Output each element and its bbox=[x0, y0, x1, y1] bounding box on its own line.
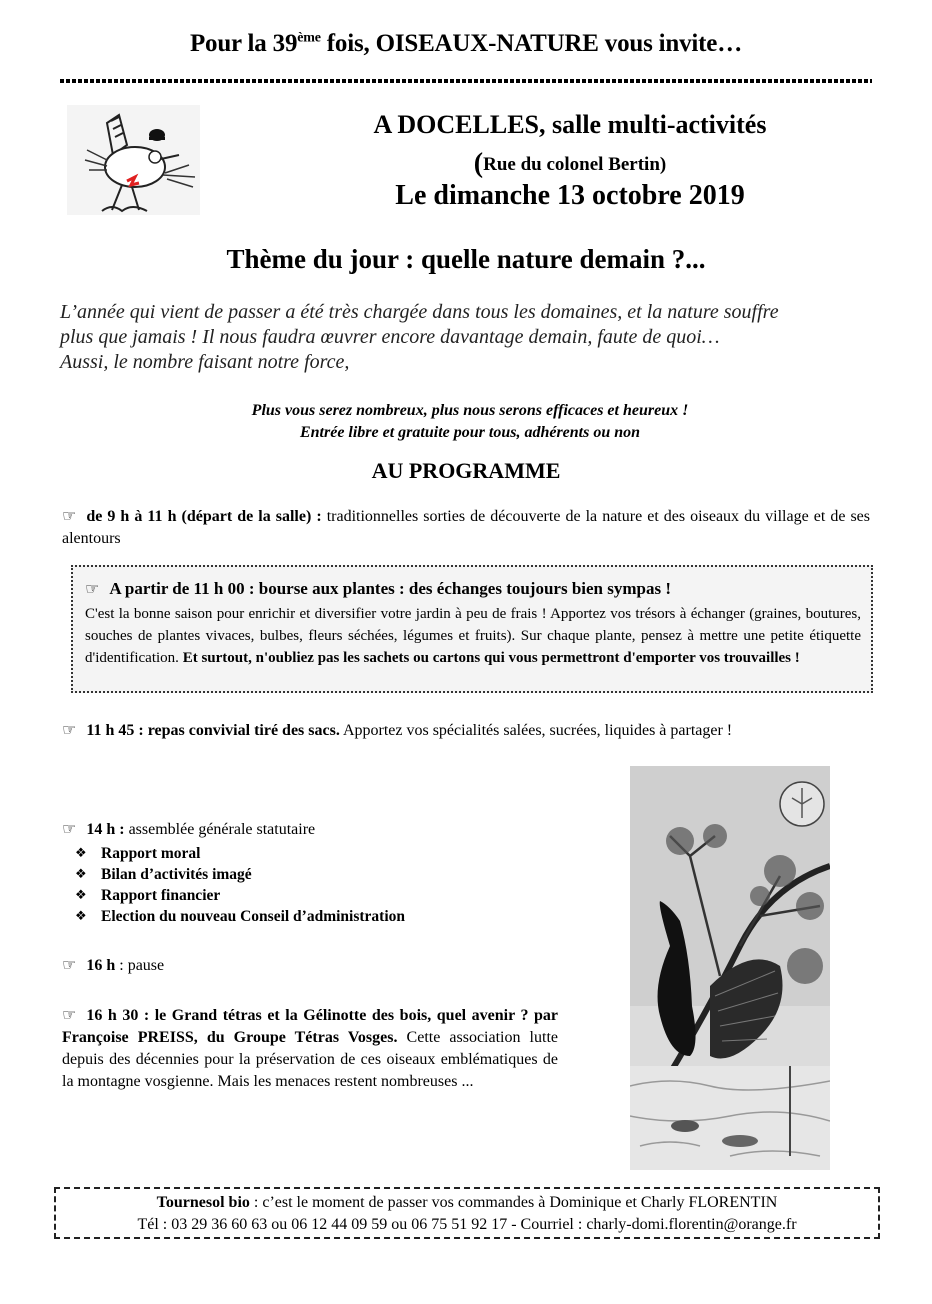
address-text: Rue du colonel Bertin) bbox=[483, 154, 667, 175]
item-description: traditionnelles sorties de découverte de la nature et des oiseaux du village et de ses alentours bbox=[62, 508, 871, 547]
intro-line: Aussi, le nombre faisant notre force, bbox=[60, 351, 350, 373]
agenda-item bbox=[75, 906, 405, 927]
item-description: C'est la bonne saison pour enrichir et diversifier votre jardin à peu de frais ! Apportez vos trésors à échanger (graines, boutures, souches de plantes vivaces, bulbes, fleurs séchées, légumes et fruits). Sur chaque plante, pensez à mettre une petite étiquette d'identification. bbox=[85, 606, 861, 666]
programme-item-morning-walk bbox=[62, 505, 870, 550]
venue-name: A DOCELLES, salle multi-activités bbox=[373, 110, 767, 139]
programme-item-general-assembly bbox=[62, 818, 542, 841]
slogan-line: Plus vous serez nombreux, plus nous serons efficaces et heureux ! bbox=[251, 402, 689, 419]
assembly-agenda-list bbox=[75, 843, 405, 927]
footer-line bbox=[56, 1192, 878, 1214]
item-description: Cette association lutte depuis des décennies pour la préservation de ces oiseaux emblématiques de la montagne vosgienne. Mais les menaces restent nombreuses ... bbox=[62, 1029, 558, 1090]
footer-contact: Tél : 03 29 36 60 63 ou 06 12 44 09 59 ou 06 75 51 92 17 - Courriel : charly-domi.florentin@orange.fr bbox=[137, 1216, 797, 1233]
pointing-hand-icon: ☞ bbox=[62, 506, 77, 525]
slogan bbox=[60, 400, 880, 444]
footer-title: Tournesol bio bbox=[156, 1194, 250, 1211]
intro-line: plus que jamais ! Il nous faudra œuvrer encore davantage demain, faute de quoi… bbox=[60, 326, 720, 348]
item-reminder: Et surtout, n'oubliez pas les sachets ou cartons qui vous permettront d'emporter vos trouvailles ! bbox=[182, 650, 800, 666]
dashed-divider bbox=[60, 79, 872, 83]
programme-heading: AU PROGRAMME bbox=[371, 458, 561, 483]
title-superscript: ème bbox=[297, 30, 321, 46]
title-suffix: fois, OISEAUX-NATURE vous invite… bbox=[320, 30, 743, 57]
item-time: A partir de 11 h 00 : bourse aux plantes : des échanges toujours bien sympas ! bbox=[109, 579, 672, 598]
item-time: 16 h bbox=[86, 957, 116, 974]
agenda-item-label: Rapport moral bbox=[101, 845, 201, 862]
pointing-hand-icon: ☞ bbox=[62, 1005, 77, 1024]
pointing-hand-icon: ☞ bbox=[62, 720, 77, 739]
item-description: assemblée générale statutaire bbox=[124, 821, 316, 838]
intro-paragraph bbox=[60, 300, 880, 375]
programme-item-conference bbox=[62, 1004, 558, 1093]
diamond-bullet-icon: ❖ bbox=[75, 867, 87, 882]
agenda-item bbox=[75, 885, 405, 906]
diamond-bullet-icon: ❖ bbox=[75, 846, 87, 861]
item-time: 11 h 45 : repas convivial tiré des sacs. bbox=[86, 722, 340, 739]
entry-info: Entrée libre et gratuite pour tous, adhérents ou non bbox=[299, 424, 641, 441]
footer-text: : c’est le moment de passer vos commandes à Dominique et Charly FLORENTIN bbox=[249, 1194, 778, 1211]
item-description: : pause bbox=[115, 957, 165, 974]
item-description: Apportez vos spécialités salées, sucrées, liquides à partager ! bbox=[339, 722, 733, 739]
item-time: de 9 h à 11 h (départ de la salle) : bbox=[86, 508, 322, 525]
agenda-item-label: Election du nouveau Conseil d’administration bbox=[101, 908, 406, 925]
capercaillie-illustration bbox=[630, 766, 830, 1170]
event-date: Le dimanche 13 octobre 2019 bbox=[395, 180, 745, 211]
programme-item-pause bbox=[62, 954, 542, 977]
pointing-hand-icon: ☞ bbox=[62, 955, 77, 974]
plant-exchange-box bbox=[71, 565, 873, 693]
item-time: 14 h : bbox=[86, 821, 125, 838]
diamond-bullet-icon: ❖ bbox=[75, 888, 87, 903]
theme-heading: Thème du jour : quelle nature demain ?... bbox=[226, 244, 706, 274]
agenda-item-label: Rapport financier bbox=[101, 887, 221, 904]
title-prefix: Pour la 39 bbox=[189, 30, 298, 57]
venue-address bbox=[270, 148, 870, 180]
address-open-paren: ( bbox=[473, 148, 484, 179]
item-time: 16 h 30 : le Grand tétras et la Gélinotte des bois, quel avenir ? par Françoise PREISS, du Groupe Tétras Vosges. bbox=[62, 1007, 558, 1046]
agenda-item-label: Bilan d’activités imagé bbox=[101, 866, 252, 883]
page-title bbox=[0, 30, 932, 58]
agenda-item bbox=[75, 864, 405, 885]
intro-line: L’année qui vient de passer a été très chargée dans tous les domaines, et la nature souffre bbox=[60, 301, 779, 323]
pointing-hand-icon: ☞ bbox=[85, 579, 100, 598]
agenda-item bbox=[75, 843, 405, 864]
diamond-bullet-icon: ❖ bbox=[75, 909, 87, 924]
wren-bird-logo-icon bbox=[67, 105, 200, 215]
pointing-hand-icon: ☞ bbox=[62, 819, 77, 838]
footer-notice-box bbox=[54, 1187, 880, 1239]
programme-item-lunch bbox=[62, 719, 870, 742]
